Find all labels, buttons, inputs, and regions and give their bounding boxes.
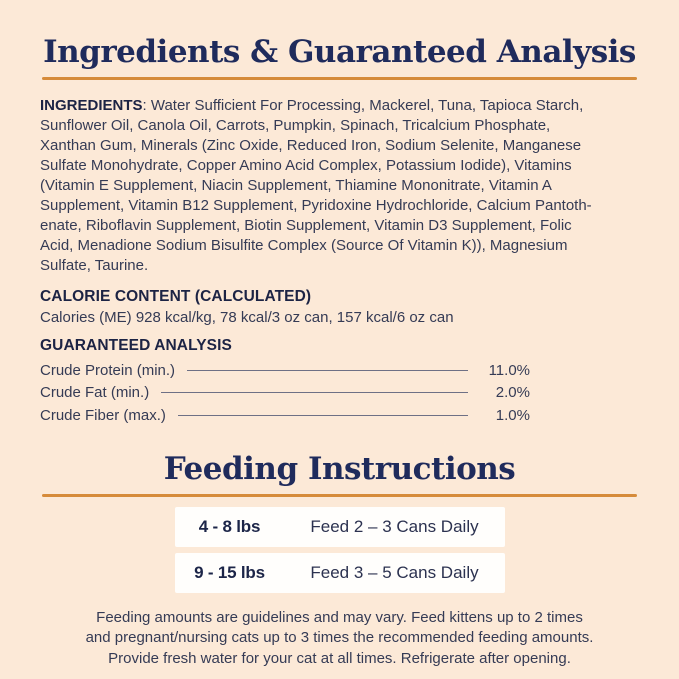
feeding-note-line: Provide fresh water for your cat at all times. Refrigerate after opening. bbox=[108, 649, 571, 667]
feeding-row bbox=[175, 507, 505, 547]
feeding-instructions-title: Feeding Instructions bbox=[163, 450, 516, 487]
feeding-title-rule bbox=[42, 494, 637, 497]
analysis-value: 1.0% bbox=[495, 406, 530, 424]
leader-line bbox=[187, 370, 468, 371]
ingredients-line bbox=[40, 96, 639, 116]
guaranteed-analysis-table bbox=[40, 359, 530, 427]
feeding-amount: Feed 2 – 3 Cans Daily bbox=[310, 516, 479, 536]
ingredients-line: (Vitamin E Supplement, Niacin Supplement, Thiamine Mononitrate, Vitamin A bbox=[40, 177, 552, 194]
ingredients-line: Acid, Menadione Sodium Bisulfite Complex (Source Of Vitamin K)), Magnesium bbox=[40, 237, 568, 254]
weight-range: 9 - 15 lbs bbox=[194, 562, 265, 582]
ingredients-paragraph bbox=[40, 96, 639, 276]
guaranteed-analysis-heading: GUARANTEED ANALYSIS bbox=[40, 337, 232, 354]
analysis-row-crude-fat bbox=[40, 382, 530, 405]
leader-line bbox=[178, 415, 468, 416]
ingredients-line: Supplement, Vitamin B12 Supplement, Pyridoxine Hydrochloride, Calcium Pantoth- bbox=[40, 197, 592, 214]
ingredients-line: Sunflower Oil, Canola Oil, Carrots, Pumpkin, Spinach, Tricalcium Phosphate, bbox=[40, 117, 551, 134]
ingredients-title-rule bbox=[42, 77, 637, 80]
ingredients-line: Sulfate, Taurine. bbox=[40, 257, 149, 274]
feeding-row bbox=[175, 553, 505, 593]
analysis-label: Crude Fat (min.) bbox=[40, 384, 150, 402]
feeding-note bbox=[0, 608, 679, 670]
ingredients-label: INGREDIENTS bbox=[40, 97, 143, 114]
feeding-table bbox=[175, 507, 505, 593]
calorie-content-heading: CALORIE CONTENT (CALCULATED) bbox=[40, 288, 312, 305]
analysis-value: 2.0% bbox=[495, 384, 530, 402]
leader-line bbox=[161, 392, 468, 393]
ingredients-section-title: Ingredients & Guaranteed Analysis bbox=[43, 34, 636, 70]
feeding-note-line: and pregnant/nursing cats up to 3 times the recommended feeding amounts. bbox=[85, 629, 594, 646]
ingredients-line-rest: : Water Sufficient For Processing, Mackerel, Tuna, Tapioca Starch, bbox=[142, 97, 584, 114]
weight-range: 4 - 8 lbs bbox=[198, 516, 261, 536]
ingredients-line: Sulfate Monohydrate, Copper Amino Acid Complex, Potassium Iodide), Vitamins bbox=[40, 157, 572, 174]
ingredients-line: enate, Riboflavin Supplement, Biotin Supplement, Vitamin D3 Supplement, Folic bbox=[40, 217, 572, 234]
analysis-label: Crude Fiber (max.) bbox=[40, 406, 166, 424]
ingredients-line: Xanthan Gum, Minerals (Zinc Oxide, Reduced Iron, Sodium Selenite, Manganese bbox=[40, 137, 582, 154]
analysis-row-crude-protein bbox=[40, 359, 530, 382]
analysis-row-crude-fiber bbox=[40, 404, 530, 427]
feeding-amount: Feed 3 – 5 Cans Daily bbox=[310, 562, 479, 582]
analysis-value: 11.0% bbox=[488, 361, 530, 379]
feeding-note-line: Feeding amounts are guidelines and may vary. Feed kittens up to 2 times bbox=[96, 608, 583, 626]
calorie-content-value: Calories (ME) 928 kcal/kg, 78 kcal/3 oz can, 157 kcal/6 oz can bbox=[40, 309, 454, 326]
analysis-label: Crude Protein (min.) bbox=[40, 361, 176, 379]
